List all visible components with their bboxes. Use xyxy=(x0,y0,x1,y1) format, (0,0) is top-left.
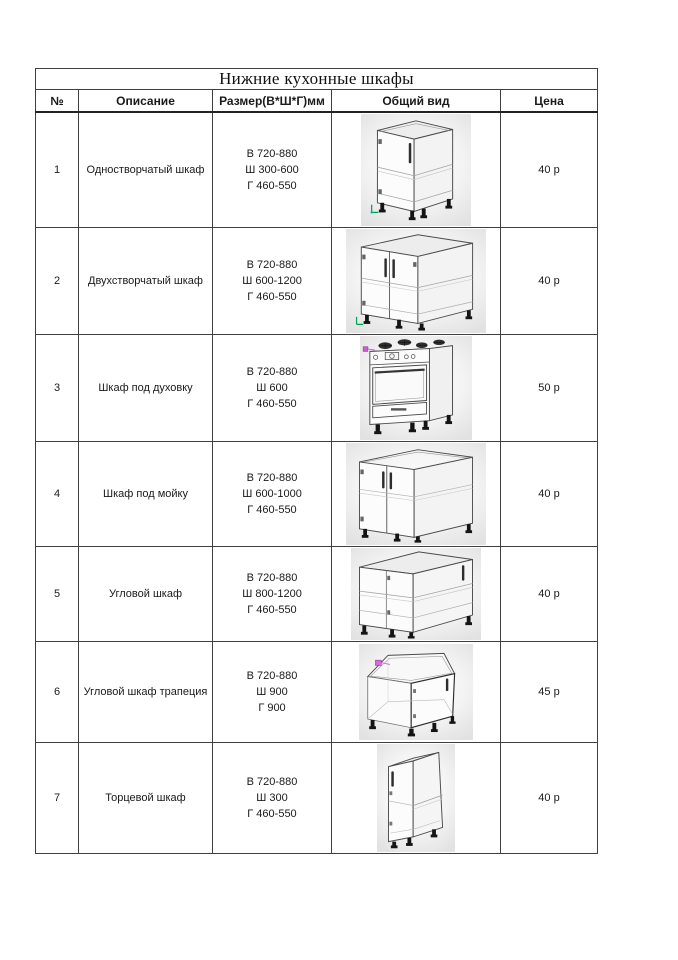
size-line: Г 460-550 xyxy=(247,808,297,820)
image-cell xyxy=(332,442,501,547)
col-header-size: Размер(В*Ш*Г)мм xyxy=(213,90,332,113)
size-cell xyxy=(213,112,332,228)
table-row xyxy=(36,642,598,743)
table-row xyxy=(36,228,598,335)
size-line: Ш 600-1200 xyxy=(242,275,302,287)
size-cell xyxy=(213,442,332,547)
size-line: Г 460-550 xyxy=(247,504,297,516)
row-number: 1 xyxy=(36,112,79,228)
sink-cabinet-drawing xyxy=(346,443,486,545)
size-line: Ш 800-1200 xyxy=(242,588,302,600)
price-cell: 40 р xyxy=(501,547,598,642)
col-header-price: Цена xyxy=(501,90,598,113)
oven-cabinet-drawing xyxy=(360,336,472,440)
size-cell xyxy=(213,547,332,642)
size-line: В 720-880 xyxy=(246,148,298,160)
size-cell xyxy=(213,228,332,335)
table-title: Нижние кухонные шкафы xyxy=(36,69,598,90)
col-header-number: № xyxy=(36,90,79,113)
size-line: Г 460-550 xyxy=(247,291,297,303)
size-line: В 720-880 xyxy=(246,572,298,584)
price-cell: 50 р xyxy=(501,335,598,442)
size-line: В 720-880 xyxy=(246,776,298,788)
table-title-row xyxy=(36,69,598,90)
size-line: Г 900 xyxy=(258,702,286,714)
corner-cabinet-drawing xyxy=(351,548,481,640)
size-line: Ш 900 xyxy=(256,686,288,698)
col-header-view: Общий вид xyxy=(332,90,501,113)
size-cell xyxy=(213,335,332,442)
description-cell: Угловой шкаф трапеция xyxy=(79,642,213,743)
cabinet-price-table xyxy=(35,68,598,854)
row-number: 7 xyxy=(36,743,79,854)
description-cell: Угловой шкаф xyxy=(79,547,213,642)
description-cell: Шкаф под мойку xyxy=(79,442,213,547)
price-cell: 45 р xyxy=(501,642,598,743)
single-door-cabinet-drawing xyxy=(361,114,471,226)
size-line: В 720-880 xyxy=(246,259,298,271)
size-line: В 720-880 xyxy=(246,472,298,484)
description-cell: Шкаф под духовку xyxy=(79,335,213,442)
row-number: 4 xyxy=(36,442,79,547)
double-door-cabinet-drawing xyxy=(346,229,486,333)
size-line: В 720-880 xyxy=(246,366,298,378)
price-cell: 40 р xyxy=(501,743,598,854)
size-line: Г 460-550 xyxy=(247,180,297,192)
trapezoid-corner-cabinet-drawing xyxy=(359,644,473,740)
size-line: Г 460-550 xyxy=(247,398,297,410)
image-cell xyxy=(332,743,501,854)
size-line: В 720-880 xyxy=(246,670,298,682)
price-cell: 40 р xyxy=(501,442,598,547)
cabinet-price-table-wrap xyxy=(35,68,598,854)
size-line: Ш 600-1000 xyxy=(242,488,302,500)
image-cell xyxy=(332,642,501,743)
row-number: 6 xyxy=(36,642,79,743)
size-line: Ш 300 xyxy=(256,792,288,804)
table-row xyxy=(36,335,598,442)
size-line: Г 460-550 xyxy=(247,604,297,616)
description-cell: Одностворчатый шкаф xyxy=(79,112,213,228)
col-header-description: Описание xyxy=(79,90,213,113)
row-number: 3 xyxy=(36,335,79,442)
table-header-row xyxy=(36,90,598,113)
row-number: 5 xyxy=(36,547,79,642)
end-cabinet-drawing xyxy=(377,744,455,852)
description-cell: Торцевой шкаф xyxy=(79,743,213,854)
size-line: Ш 300-600 xyxy=(245,164,299,176)
size-line: Ш 600 xyxy=(256,382,288,394)
image-cell xyxy=(332,547,501,642)
table-row xyxy=(36,547,598,642)
image-cell xyxy=(332,335,501,442)
table-row xyxy=(36,442,598,547)
table-row xyxy=(36,112,598,228)
row-number: 2 xyxy=(36,228,79,335)
size-cell xyxy=(213,743,332,854)
table-row xyxy=(36,743,598,854)
size-cell xyxy=(213,642,332,743)
price-cell: 40 р xyxy=(501,228,598,335)
image-cell xyxy=(332,228,501,335)
description-cell: Двухстворчатый шкаф xyxy=(79,228,213,335)
price-cell: 40 р xyxy=(501,112,598,228)
image-cell xyxy=(332,112,501,228)
